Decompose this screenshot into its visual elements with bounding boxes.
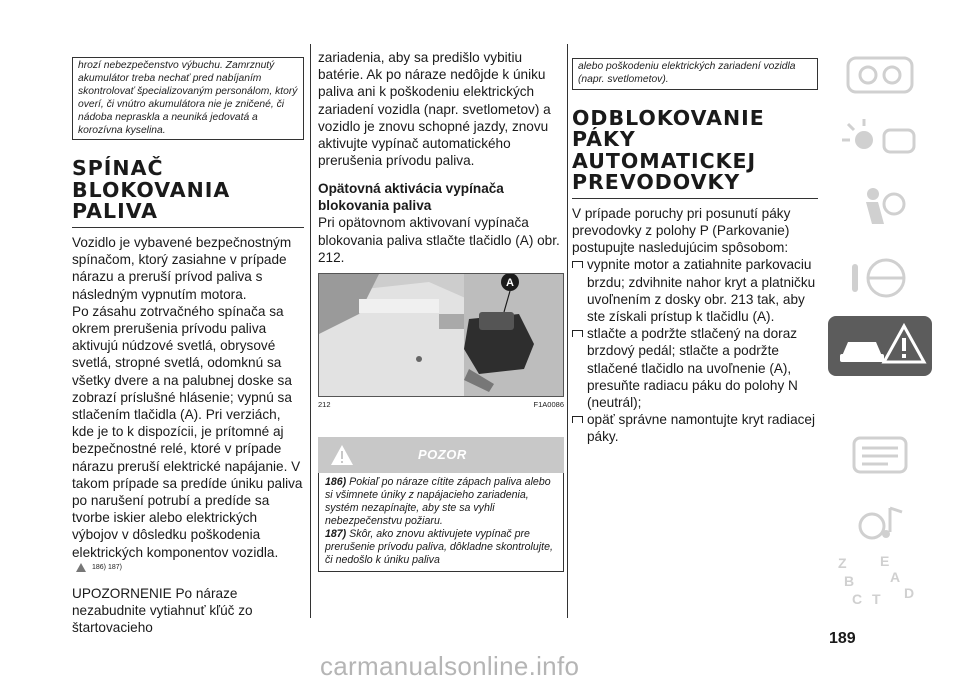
figure-caption [318,397,564,409]
chapter-tab-maintenance[interactable] [828,424,932,484]
warning-triangle-icon [76,563,86,572]
column-separator [310,44,311,618]
paragraph: Po zásahu zotrvačného spínača sa okrem prerušenia prívodu paliva aktivujú núdzové svetlá, obrysové svetlá, stropné svetlá, odomknú sa všetky dvere a na palubnej doske sa zobrazí príslušné hlásenie; vypnú sa stlačením tlačidla (A). Pri verziách, kde je to k dispozícii, je prítomné aj bezpečnostné relé, ktoré v prípade nárazu preruší elektrické napájanie. V takom prípade sa predíde úniku paliva po narušení potrubí a predíde sa tvorbe iskier alebo elektrických výbojov v dôsledku poškodenia elektrických komponentov vozidla. [72,303,303,560]
warning-triangle-icon [330,444,354,466]
warning-item [325,528,557,567]
figure-number: 212 [318,400,331,410]
watermark: carmanualsonline.info [320,651,580,681]
list-item-text: vypnite motor a zatiahnite parkovaciu brzdu; zdvihnite nahor kryt a platničku uvoľnením z dosky obr. 213 tak, aby ste získali prístup k tlačidlu (A). [587,257,816,325]
column-left [72,0,304,636]
chapter-tab-multimedia[interactable] [828,492,932,552]
pozor-body [318,473,564,572]
index-icon [828,552,932,612]
dashboard-icon [828,44,932,104]
chapter-tab-lights[interactable] [828,112,932,172]
figure-212 [318,273,564,409]
chapter-tab-index[interactable] [828,552,932,612]
list-item-text: stlačte a podržte stlačený na doraz brzdový pedál; stlačte a podržte stlačené tlačidlo na uvoľnenie (A), presuňte radiacu páku do polohy N (neutrál); [587,326,798,411]
warning-number: 186) [325,476,347,489]
warning-reference-text: 186) 187) [92,563,122,571]
continued-warning-box [72,57,304,140]
heading-line: PREVODOVKY [572,170,741,195]
figure-code: F1A0086 [533,400,564,410]
index-letter: T [872,591,881,607]
chapter-tab-dashboard[interactable] [828,44,932,104]
page-number: 189 [829,630,856,647]
fuel-cutoff-switch-illustration [319,274,563,396]
index-letter: C [852,591,863,607]
list-item-text: opäť správne namontujte kryt radiacej páky. [587,412,816,445]
multimedia-icon [828,492,932,552]
paragraph: V prípade poruchy pri posunutí páky prevodovky z polohy P (Parkovanie) postupujte nasledujúcim spôsobom: [572,205,791,256]
heading-line: PALIVA [72,199,159,224]
paragraph: UPOZORNENIE Po náraze nezabudnite vytiahnuť kľúč zo štartovacieho [72,585,253,636]
list-item [572,325,818,411]
pozor-header [318,437,564,473]
section-heading-fuel-cutoff [72,158,304,223]
pozor-title: POZOR [418,447,467,463]
maintenance-icon [828,424,932,484]
steering-wheel-icon [828,248,932,308]
index-letter: Z [838,555,847,571]
figure-image [318,273,564,397]
chapter-tab-emergency[interactable] [828,316,932,376]
heading-line: ODBLOKOVANIE [572,105,765,130]
warning-text: Skôr, ako znovu aktivujete vypínač pre prerušenie prívodu paliva, dôkladne skontrolujte, či nedošlo k úniku paliva [325,528,553,567]
section-heading-gear-release [572,105,818,195]
index-letter: B [844,573,855,589]
list-item [572,256,818,325]
heading-line: BLOKOVANIA [72,177,231,202]
heading-rule [72,227,304,228]
callout-a-label: A [506,277,514,290]
continued-warning-text: alebo poškodeniu elektrických zariadení vozidla (napr. svetlometov). [578,61,796,85]
column-separator [567,44,568,618]
bullet-marker-icon [572,330,583,337]
paragraph: Pri opätovnom aktivovaní vypínača blokovania paliva stlačte tlačidlo (A) obr. 212. [318,215,560,265]
continued-warning-text: hrozí nebezpečenstvo výbuchu. Zamrznutý akumulátor treba nechať pred nabíjaním skontrolovať špecializovaným personálom, ktorý overí, či vnútro akumulátora nie je zničené, či nádoba nepraskla a neuniká jedovatá a korozívna kyselina. [78,60,298,136]
warning-text: Pokiaľ po náraze cítite zápach paliva alebo si všimnete úniky z napájacieho zariadenia, systém nezapínajte, aby ste sa vyhli nebezpečenstvu požiaru. [325,476,551,528]
chapter-tab-safety[interactable] [828,180,932,240]
column-middle [318,0,564,572]
emergency-icon [828,316,932,376]
index-letter: E [880,553,890,569]
paragraph: zariadenia, aby sa predišlo vybitiu batérie. Ak po náraze nedôjde k úniku paliva ani k poškodeniu elektrických zariadení vozidla (napr. svetlometov) a vozidlo je znovu schopné jazdy, znovu aktivujte vypínač automatického prerušenia prívodu paliva. [318,50,551,169]
heading-line: AUTOMATICKEJ [572,148,757,173]
pozor-warning-block [318,437,564,572]
bullet-marker-icon [572,416,583,423]
lights-icon [828,112,932,172]
paragraph: Vozidlo je vybavené bezpečnostným spínačom, ktorý zasiahne v prípade nárazu a preruší prívod paliva s následným vypnutím motora. [72,234,292,302]
list-item [572,411,818,445]
warning-item [325,476,557,528]
continued-warning-box [572,58,818,90]
warning-references [76,563,304,572]
warning-number: 187) [325,528,347,541]
index-letter: A [890,569,901,585]
heading-rule [572,198,818,199]
heading-line: SPÍNAČ [72,156,164,181]
column-right [572,0,818,446]
heading-line: PÁKY [572,127,636,152]
airbag-icon [828,180,932,240]
chapter-tab-driving[interactable] [828,248,932,308]
index-letter: D [904,585,915,601]
bullet-marker-icon [572,261,583,268]
subheading: Opätovná aktivácia vypínača blokovania paliva [318,181,504,214]
